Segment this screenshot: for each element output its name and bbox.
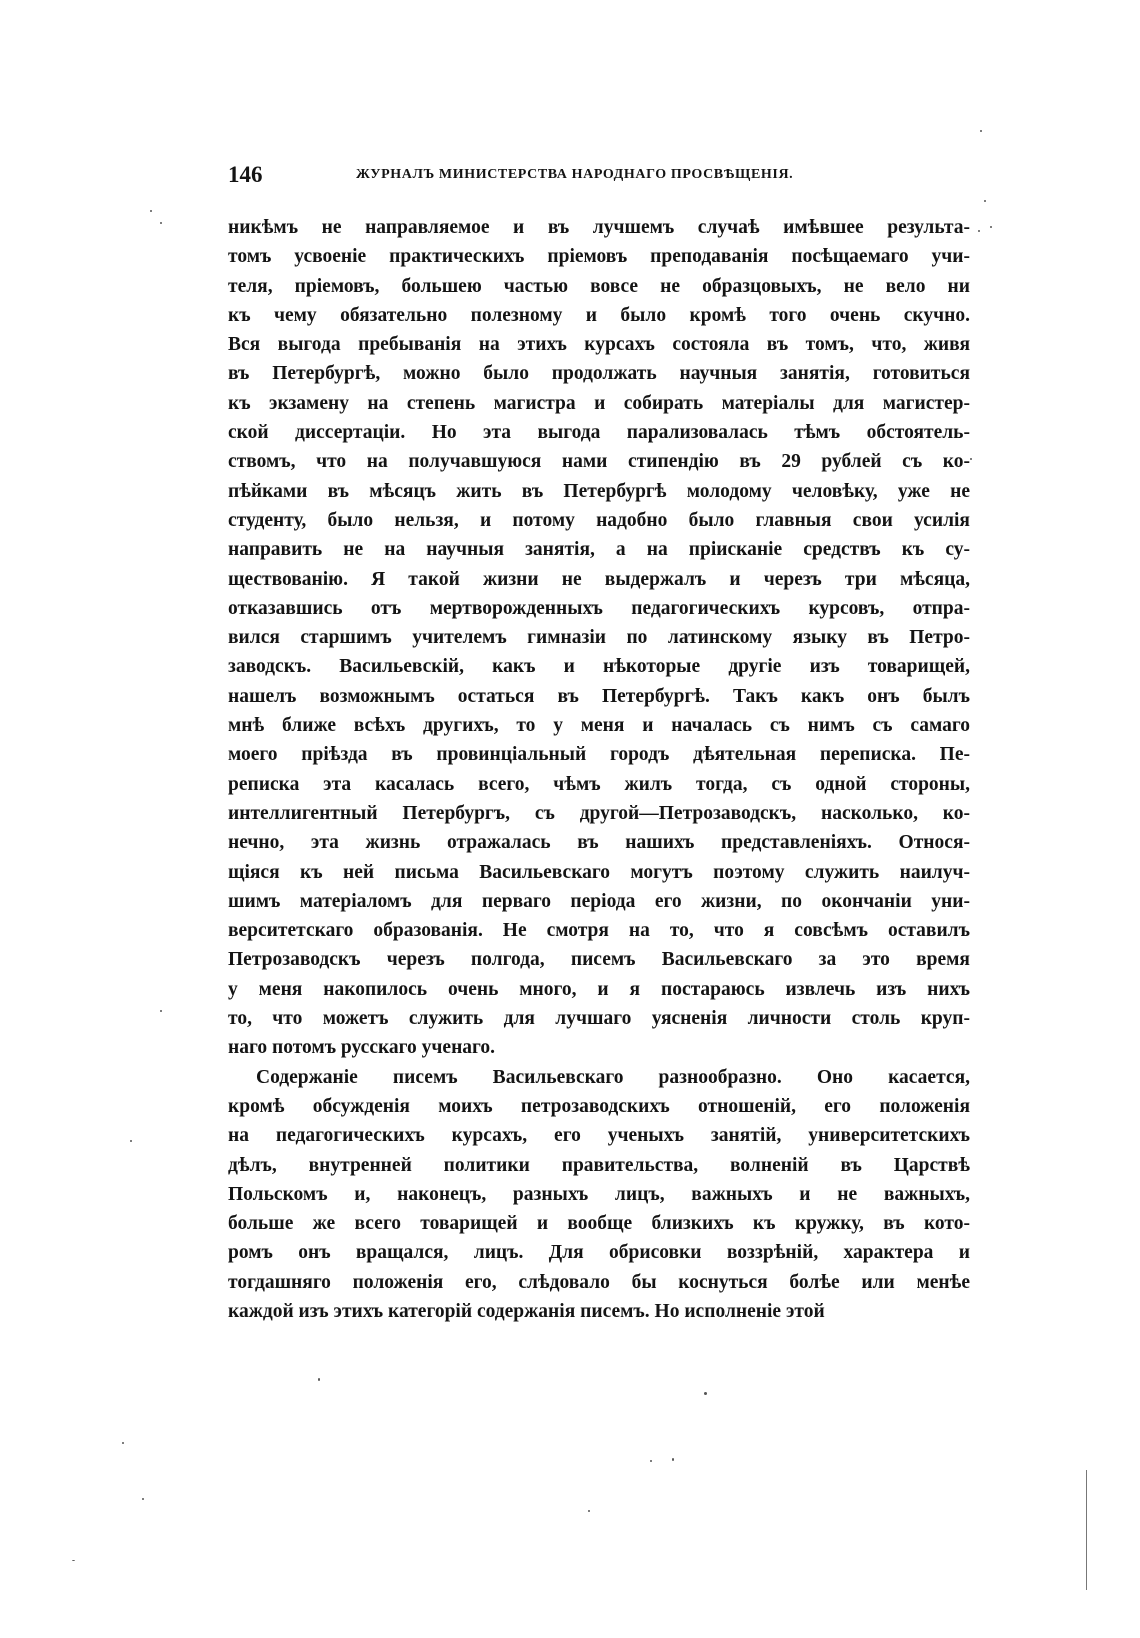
scan-speck xyxy=(142,1498,144,1500)
text-line: пѣйками въ мѣсяцъ жить въ Петербургѣ молодому человѣку, уже не xyxy=(228,480,970,502)
text-line: въ Петербургѣ, можно было продолжать научныя занятія, готовиться xyxy=(228,363,970,385)
text-line: Петрозаводскъ черезъ полгода, писемъ Васильевскаго за это время xyxy=(228,949,970,971)
text-line: больше же всего товарищей и вообще близкихъ къ кружку, въ кото- xyxy=(228,1213,970,1235)
text-line: никѣмъ не направляемое и въ лучшемъ случаѣ имѣвшее результа- xyxy=(228,217,970,238)
text-line: нашелъ возможнымъ остаться въ Петербургѣ. Такъ какъ онъ былъ xyxy=(228,685,970,707)
scan-speck xyxy=(978,230,980,232)
scan-speck xyxy=(72,1560,75,1561)
text-line: томъ усвоеніе практическихъ пріемовъ преподаванія посѣщаемаго учи- xyxy=(228,246,970,268)
text-line: вился старшимъ учителемъ гимназіи по латинскому языку въ Петро- xyxy=(228,627,970,649)
scan-speck xyxy=(984,200,986,202)
text-line: тогдашняго положенія его, слѣдовало бы коснуться болѣе или менѣе xyxy=(228,1271,970,1293)
text-line: Вся выгода пребыванія на этихъ курсахъ состояла въ томъ, что, живя xyxy=(228,334,970,356)
scan-speck xyxy=(588,1510,590,1512)
text-line: направить не на научныя занятія, а на пріисканіе средствъ къ су- xyxy=(228,539,970,561)
text-line: теля, пріемовъ, большею частью вовсе не образцовыхъ, не вело ни xyxy=(228,275,970,297)
text-line: щіяся къ ней письма Васильевскаго могутъ поэтому служить наилуч- xyxy=(228,861,970,883)
scan-edge-line xyxy=(1086,1470,1087,1590)
text-line: кромѣ обсужденія моихъ петрозаводскихъ отношеній, его положенія xyxy=(228,1095,970,1117)
text-line: ществованію. Я такой жизни не выдержалъ и черезъ три мѣсяца, xyxy=(228,568,970,590)
scan-speck xyxy=(318,1378,320,1381)
text-line: у меня накопилось очень много, и я постараюсь извлечь изъ нихъ xyxy=(228,978,970,1000)
text-line: шимъ матеріаломъ для перваго періода его жизни, по окончаніи уни- xyxy=(228,890,970,912)
text-line: ромъ онъ вращался, лицъ. Для обрисовки воззрѣній, характера и xyxy=(228,1242,970,1264)
scan-speck xyxy=(160,1010,162,1012)
scan-speck xyxy=(122,1442,124,1444)
text-line: Польскомъ и, наконецъ, разныхъ лицъ, важныхъ и не важныхъ, xyxy=(228,1183,970,1205)
text-line: моего пріѣзда въ провинціальный городъ дѣятельная переписка. Пе- xyxy=(228,744,970,766)
text-line: мнѣ ближе всѣхъ другихъ, то у меня и началась съ нимъ съ самаго xyxy=(228,715,970,737)
text-line: дѣлъ, внутренней политики правительства, волненій въ Царствѣ xyxy=(228,1154,970,1176)
text-line: студенту, было нельзя, и потому надобно было главныя свои усилія xyxy=(228,509,970,531)
text-line: ствомъ, что на получавшуюся нами стипендію въ 29 рублей съ ко- xyxy=(228,451,970,473)
body-text xyxy=(228,213,970,1326)
text-line: реписка эта касалась всего, чѣмъ жилъ тогда, съ одной стороны, xyxy=(228,773,970,795)
scan-speck xyxy=(970,458,972,460)
page-number: 146 xyxy=(228,162,263,187)
text-line: къ чему обязательно полезному и было кромѣ того очень скучно. xyxy=(228,304,970,326)
text-line: каждой изъ этихъ категорій содержанія писемъ. Но исполненіе этой xyxy=(228,1300,825,1322)
text-line: отказавшись отъ мертворожденныхъ педагогическихъ курсовъ, отпра- xyxy=(228,597,970,619)
scan-speck xyxy=(150,210,152,212)
text-line: верситетскаго образованія. Не смотря на то, что я совсѣмъ оставилъ xyxy=(228,920,970,942)
scan-speck xyxy=(130,1140,132,1142)
scan-speck xyxy=(650,1460,652,1462)
text-line: наго потомъ русскаго ученаго. xyxy=(228,1037,496,1059)
scan-speck xyxy=(990,226,992,228)
scan-speck xyxy=(672,1458,674,1461)
scan-speck xyxy=(980,130,982,132)
text-line: заводскъ. Васильевскій, какъ и нѣкоторые другіе изъ товарищей, xyxy=(228,656,970,678)
running-head: ЖУРНАЛЪ МИНИСТЕРСТВА НАРОДНАГО ПРОСВѢЩЕНІЯ. xyxy=(356,167,794,182)
text-line: нечно, эта жизнь отражалась въ нашихъ представленіяхъ. Относя- xyxy=(228,832,970,854)
text-line: Содержаніе писемъ Васильевскаго разнообразно. Оно касается, xyxy=(256,1066,970,1088)
text-line: ской диссертаціи. Но эта выгода парализовалась тѣмъ обстоятель- xyxy=(228,422,970,444)
scan-speck xyxy=(704,1392,707,1395)
scan-speck xyxy=(160,222,162,224)
text-line: на педагогическихъ курсахъ, его ученыхъ занятій, университетскихъ xyxy=(228,1125,970,1147)
text-line: то, что можетъ служить для лучшаго уясненія личности столь круп- xyxy=(228,1008,970,1030)
text-line: интеллигентный Петербургъ, съ другой—Петрозаводскъ, насколько, ко- xyxy=(228,802,970,824)
text-line: къ экзамену на степень магистра и собирать матеріалы для магистер- xyxy=(228,392,970,414)
page-header xyxy=(228,160,966,190)
